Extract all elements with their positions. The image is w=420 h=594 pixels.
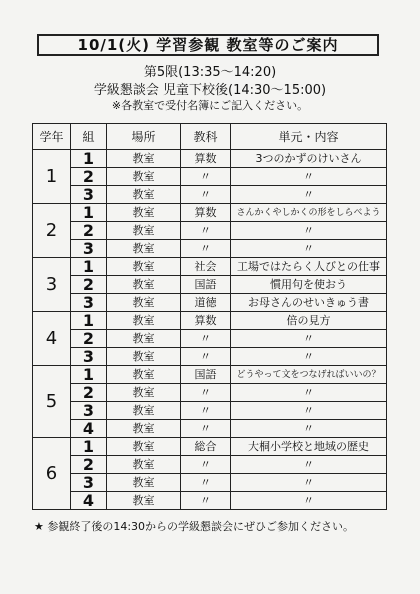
- table-row: [33, 168, 387, 186]
- content-cell: 〃: [231, 402, 387, 420]
- class-cell: 3: [71, 348, 107, 366]
- subject-cell: 〃: [181, 222, 231, 240]
- place-cell: 教室: [107, 330, 181, 348]
- content-cell: どうやって文をつなげればいいの？: [231, 366, 387, 384]
- content-cell: 工場ではたらく人びとの仕事: [231, 258, 387, 276]
- class-cell: 1: [71, 150, 107, 168]
- meeting-time: 学級懇談会 児童下校後(14:30～15:00): [93, 83, 327, 98]
- place-cell: 教室: [107, 294, 181, 312]
- content-cell: 〃: [231, 384, 387, 402]
- table-row: [33, 312, 387, 330]
- header-subject: 教科: [181, 124, 231, 150]
- subject-cell: 総合: [181, 438, 231, 456]
- class-cell: 2: [71, 276, 107, 294]
- period-time: 第5限(13:35～14:20): [143, 65, 277, 80]
- table-row: [33, 474, 387, 492]
- class-cell: 3: [71, 402, 107, 420]
- class-cell: 3: [71, 240, 107, 258]
- place-cell: 教室: [107, 474, 181, 492]
- place-cell: 教室: [107, 420, 181, 438]
- grade-cell: 6: [33, 438, 71, 510]
- content-cell: 倍の見方: [231, 312, 387, 330]
- grade-cell: 3: [33, 258, 71, 312]
- table-row: [33, 456, 387, 474]
- subject-cell: 〃: [181, 420, 231, 438]
- subject-cell: 道徳: [181, 294, 231, 312]
- content-cell: 〃: [231, 420, 387, 438]
- header-content: 単元・内容: [231, 124, 387, 150]
- class-cell: 2: [71, 384, 107, 402]
- table-row: [33, 420, 387, 438]
- place-cell: 教室: [107, 186, 181, 204]
- class-cell: 1: [71, 258, 107, 276]
- place-cell: 教室: [107, 348, 181, 366]
- place-cell: 教室: [107, 168, 181, 186]
- subject-cell: 算数: [181, 204, 231, 222]
- grade-cell: 2: [33, 204, 71, 258]
- table-row: [33, 330, 387, 348]
- table-row: [33, 348, 387, 366]
- subject-cell: 算数: [181, 150, 231, 168]
- place-cell: 教室: [107, 222, 181, 240]
- table-row: [33, 294, 387, 312]
- content-cell: 〃: [231, 474, 387, 492]
- subject-cell: 社会: [181, 258, 231, 276]
- subject-cell: 〃: [181, 456, 231, 474]
- place-cell: 教室: [107, 204, 181, 222]
- table-row: [33, 222, 387, 240]
- place-cell: 教室: [107, 438, 181, 456]
- subject-cell: 〃: [181, 384, 231, 402]
- class-cell: 1: [71, 366, 107, 384]
- place-cell: 教室: [107, 384, 181, 402]
- content-cell: 〃: [231, 186, 387, 204]
- class-cell: 4: [71, 420, 107, 438]
- subject-cell: 〃: [181, 240, 231, 258]
- subject-cell: 算数: [181, 312, 231, 330]
- subject-cell: 〃: [181, 330, 231, 348]
- content-cell: 〃: [231, 348, 387, 366]
- class-cell: 3: [71, 474, 107, 492]
- header-class: 組: [71, 124, 107, 150]
- grade-cell: 4: [33, 312, 71, 366]
- table-row: [33, 186, 387, 204]
- subject-cell: 国語: [181, 276, 231, 294]
- subject-cell: 〃: [181, 168, 231, 186]
- footer-note: ★ 参観終了後の14:30からの学級懇談会にぜひご参加ください。: [34, 520, 355, 533]
- place-cell: 教室: [107, 240, 181, 258]
- place-cell: 教室: [107, 366, 181, 384]
- header-place: 場所: [107, 124, 181, 150]
- content-cell: 〃: [231, 492, 387, 510]
- table-row: [33, 366, 387, 384]
- content-cell: 〃: [231, 240, 387, 258]
- place-cell: 教室: [107, 456, 181, 474]
- content-cell: 〃: [231, 168, 387, 186]
- table-row: [33, 384, 387, 402]
- content-cell: 〃: [231, 330, 387, 348]
- class-cell: 1: [71, 204, 107, 222]
- content-cell: 〃: [231, 222, 387, 240]
- table-row: [33, 150, 387, 168]
- table-row: [33, 492, 387, 510]
- table-row: [33, 402, 387, 420]
- grade-cell: 5: [33, 366, 71, 438]
- table-row: [33, 276, 387, 294]
- reception-note: ※各教室で受付名簿にご記入ください。: [111, 99, 309, 112]
- content-cell: 大桐小学校と地域の歴史: [231, 438, 387, 456]
- grade-cell: 1: [33, 150, 71, 204]
- table-row: [33, 240, 387, 258]
- class-cell: 2: [71, 222, 107, 240]
- subject-cell: 〃: [181, 348, 231, 366]
- place-cell: 教室: [107, 402, 181, 420]
- table-row: [33, 204, 387, 222]
- class-cell: 2: [71, 330, 107, 348]
- schedule-table: [32, 123, 387, 510]
- place-cell: 教室: [107, 276, 181, 294]
- page-title: 10/1(火) 学習参観 教室等のご案内: [37, 34, 379, 56]
- subject-cell: 国語: [181, 366, 231, 384]
- table-row: [33, 438, 387, 456]
- content-cell: 3つのかずのけいさん: [231, 150, 387, 168]
- header-row: [33, 124, 387, 150]
- class-cell: 2: [71, 168, 107, 186]
- class-cell: 2: [71, 456, 107, 474]
- subject-cell: 〃: [181, 186, 231, 204]
- class-cell: 1: [71, 438, 107, 456]
- place-cell: 教室: [107, 492, 181, 510]
- class-cell: 1: [71, 312, 107, 330]
- subject-cell: 〃: [181, 492, 231, 510]
- content-cell: さんかくやしかくの形をしらべよう: [231, 204, 387, 222]
- place-cell: 教室: [107, 258, 181, 276]
- content-cell: 〃: [231, 456, 387, 474]
- class-cell: 3: [71, 294, 107, 312]
- subject-cell: 〃: [181, 402, 231, 420]
- table-row: [33, 258, 387, 276]
- place-cell: 教室: [107, 150, 181, 168]
- header-grade: 学年: [33, 124, 71, 150]
- content-cell: 慣用句を使おう: [231, 276, 387, 294]
- class-cell: 3: [71, 186, 107, 204]
- content-cell: お母さんのせいきゅう書: [231, 294, 387, 312]
- subject-cell: 〃: [181, 474, 231, 492]
- place-cell: 教室: [107, 312, 181, 330]
- class-cell: 4: [71, 492, 107, 510]
